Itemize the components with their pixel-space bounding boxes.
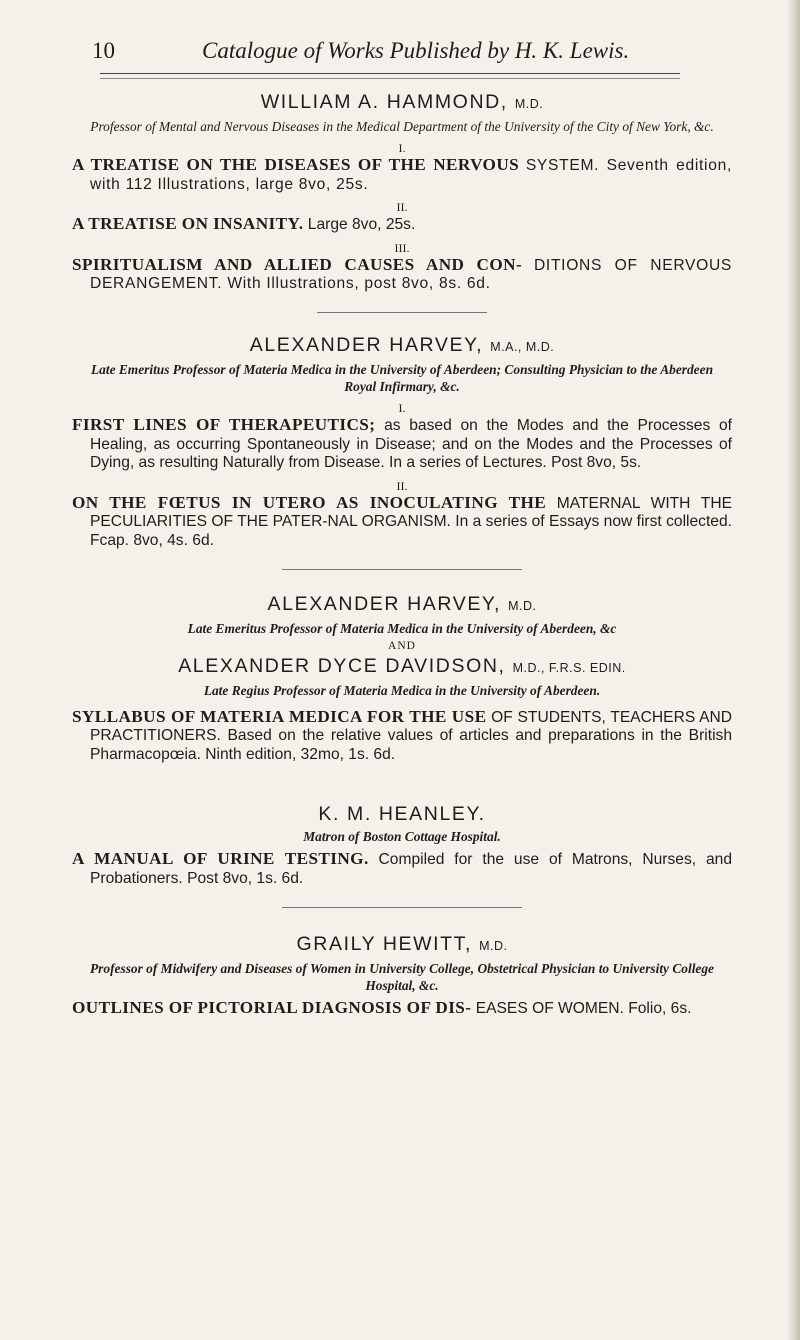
author-position: Matron of Boston Cottage Hospital. (303, 829, 501, 845)
and-connector: AND (388, 639, 416, 652)
work-entry (72, 850, 732, 888)
author-position: Late Emeritus Professor of Materia Medica in the University of Aberdeen, &c (187, 620, 617, 636)
work-title: FIRST LINES OF THERAPEUTICS; (72, 414, 376, 434)
work-details: EASES OF WOMEN. Folio, 6s. (475, 999, 692, 1017)
work-title: OUTLINES OF PICTORIAL DIAGNOSIS OF DIS- (72, 997, 472, 1017)
work-title: A TREATISE ON INSANITY. (72, 214, 304, 234)
author-position: Late Regius Professor of Materia Medica in the University of Aberdeen. (203, 682, 601, 698)
author-name: GRAILY HEWITT, M.D. (296, 932, 508, 955)
author-section-hammond (72, 90, 732, 294)
work-entry (72, 494, 732, 551)
running-title: Catalogue of Works Published by H. K. Lewis. (202, 38, 630, 63)
page-edge-shadow (786, 0, 800, 1340)
author-section-heanley (72, 802, 732, 888)
work-details: OF STUDENTS, TEACHERS AND PRACTITIONERS. Based on the relative values of articles and preparations in the British Pharmacopœia. Ninth edition, 32mo, 1s. 6d. (90, 708, 733, 763)
work-entry (72, 156, 732, 194)
author-name: WILLIAM A. HAMMOND, M.D. (260, 91, 544, 113)
work-details: as based on the Modes and the Processes of Healing, as occurring Spontaneously in Disease; and on the Modes and the Processes of Dying, as resulting Naturally from Disease. In a series of Lectures. Post 8vo, 5s. (90, 416, 732, 472)
author-position: Professor of Mental and Nervous Diseases in the Medical Department of the University of the City of New York, &c. (90, 119, 714, 134)
work-entry (72, 215, 732, 235)
work-number: II. (396, 200, 408, 215)
author-section-harvey-davidson (72, 592, 732, 765)
author-section-hewitt (72, 932, 732, 1019)
work-details: SYSTEM. Seventh edition, with 112 Illustrations, large 8vo, 25s. (90, 157, 732, 193)
author-name: ALEXANDER HARVEY, M.A., M.D. (249, 333, 555, 356)
work-title: ON THE FŒTUS IN UTERO AS INOCULATING THE (72, 492, 547, 512)
work-number: I. (398, 141, 406, 155)
page-number: 10 (92, 38, 115, 63)
work-details: Large 8vo, 25s. (307, 216, 416, 234)
work-number: III. (394, 240, 410, 255)
work-title: A MANUAL OF URINE TESTING. (72, 849, 369, 869)
work-details: DITIONS OF NERVOUS DERANGEMENT. With Illustrations, post 8vo, 8s. 6d. (90, 256, 733, 293)
work-details: MATERNAL WITH THE PECULIARITIES OF THE PATER-NAL ORGANISM. In a series of Essays now first collected. Fcap. 8vo, 4s. 6d. (90, 494, 732, 549)
author-name: ALEXANDER HARVEY, M.D. (267, 592, 537, 615)
work-entry (72, 999, 732, 1019)
work-details: Compiled for the use of Matrons, Nurses, and Probationers. Post 8vo, 1s. 6d. (90, 851, 732, 887)
catalogue-content (72, 90, 732, 1018)
author-name: K. M. HEANLEY. (318, 803, 486, 826)
author-position: Professor of Midwifery and Diseases of Women in University College, Obstetrical Physician to University College Hospital, &c. (90, 960, 714, 993)
work-entry (72, 416, 732, 473)
work-number: II. (396, 478, 408, 493)
work-entry (72, 708, 732, 765)
author-name: ALEXANDER DYCE DAVIDSON, M.D., F.R.S. EDIN. (178, 654, 626, 677)
work-title: SYLLABUS OF MATERIA MEDICA FOR THE USE (72, 706, 487, 726)
work-entry (72, 256, 732, 294)
work-title: SPIRITUALISM AND ALLIED CAUSES AND CON- (72, 254, 523, 274)
header-rule-thin (100, 78, 680, 79)
header-rule (100, 73, 680, 74)
author-position: Late Emeritus Professor of Materia Medica in the University of Aberdeen; Consulting Physician to the Aberdeen Royal Infirmary, &c. (90, 361, 714, 394)
work-number: I. (398, 400, 406, 415)
author-section-harvey (72, 333, 732, 551)
work-title: A TREATISE ON THE DISEASES OF THE NERVOUS (72, 155, 520, 174)
